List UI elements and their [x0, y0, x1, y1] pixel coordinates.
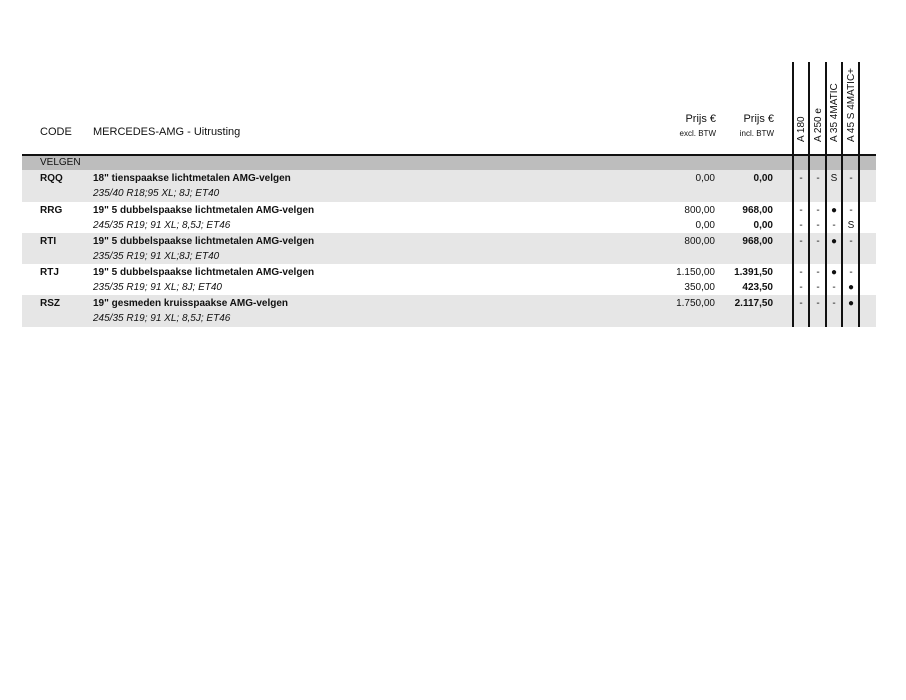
availability-mark: -	[832, 220, 836, 231]
availability-mark: -	[849, 267, 853, 278]
column-divider	[858, 62, 860, 327]
section-label: VELGEN	[40, 157, 81, 168]
price-excl: 350,00	[684, 282, 715, 293]
availability-mark: -	[799, 173, 803, 184]
row-spec: 245/35 R19; 91 XL; 8,5J; ET46	[93, 220, 231, 231]
availability-mark: -	[849, 236, 853, 247]
price-incl: 968,00	[742, 236, 773, 247]
availability-mark: -	[849, 205, 853, 216]
price-excl-sublabel: excl. BTW	[679, 129, 716, 138]
availability-mark: ●	[847, 282, 855, 293]
row-code: RQQ	[40, 173, 63, 184]
availability-mark: S	[830, 173, 838, 184]
price-incl-header	[694, 113, 774, 140]
header-divider	[22, 154, 876, 156]
availability-mark: -	[816, 173, 820, 184]
availability-mark: S	[847, 220, 855, 231]
availability-mark: -	[799, 236, 803, 247]
price-excl: 1.150,00	[676, 267, 715, 278]
availability-mark: -	[816, 282, 820, 293]
model-header-a250e: A 250 e	[813, 108, 824, 142]
availability-mark: -	[816, 267, 820, 278]
price-excl: 0,00	[695, 173, 715, 184]
row-description: 19" 5 dubbelspaakse lichtmetalen AMG-velgen	[93, 205, 315, 216]
price-incl: 0,00	[753, 220, 773, 231]
row-code: RTJ	[40, 267, 59, 278]
row-spec: 235/35 R19; 91 XL; 8J; ET40	[93, 282, 222, 293]
model-header-a180: A 180	[796, 116, 807, 142]
availability-mark: -	[816, 298, 820, 309]
availability-mark: -	[799, 205, 803, 216]
row-description: 19" 5 dubbelspaakse lichtmetalen AMG-velgen	[93, 236, 315, 247]
price-incl: 968,00	[742, 205, 773, 216]
row-description: 19" gesmeden kruisspaakse AMG-velgen	[93, 298, 289, 309]
price-incl: 2.117,50	[734, 298, 773, 309]
price-incl: 0,00	[753, 173, 773, 184]
table-title: MERCEDES-AMG - Uitrusting	[93, 126, 241, 138]
availability-mark: ●	[830, 236, 838, 247]
price-incl-sublabel: incl. BTW	[739, 129, 774, 138]
price-incl-label: Prijs €	[743, 113, 774, 125]
column-divider	[841, 62, 843, 327]
availability-mark: -	[799, 298, 803, 309]
price-excl-label: Prijs €	[685, 113, 716, 125]
price-excl: 800,00	[684, 236, 715, 247]
availability-mark: -	[849, 173, 853, 184]
column-divider	[808, 62, 810, 327]
price-incl: 423,50	[742, 282, 773, 293]
row-code: RSZ	[40, 298, 60, 309]
availability-mark: -	[816, 220, 820, 231]
row-spec: 235/40 R18;95 XL; 8J; ET40	[93, 188, 220, 199]
model-header-a45s: A 45 S 4MATIC+	[846, 67, 857, 142]
availability-mark: -	[816, 205, 820, 216]
availability-mark: -	[832, 298, 836, 309]
row-spec: 245/35 R19; 91 XL; 8,5J; ET46	[93, 313, 231, 324]
code-column-header: CODE	[40, 126, 72, 138]
row-spec: 235/35 R19; 91 XL;8J; ET40	[93, 251, 220, 262]
price-excl: 1.750,00	[676, 298, 715, 309]
price-excl: 800,00	[684, 205, 715, 216]
section-band	[22, 155, 876, 170]
availability-mark: ●	[830, 267, 838, 278]
row-code: RRG	[40, 205, 63, 216]
price-incl: 1.391,50	[734, 267, 773, 278]
column-divider	[825, 62, 827, 327]
availability-mark: ●	[847, 298, 855, 309]
availability-mark: ●	[830, 205, 838, 216]
row-description: 19" 5 dubbelspaakse lichtmetalen AMG-velgen	[93, 267, 315, 278]
model-header-a35: A 35 4MATIC	[829, 83, 840, 142]
availability-mark: -	[816, 236, 820, 247]
availability-mark: -	[799, 220, 803, 231]
column-divider	[792, 62, 794, 327]
row-description: 18" tienspaakse lichtmetalen AMG-velgen	[93, 173, 291, 184]
availability-mark: -	[799, 282, 803, 293]
price-excl: 0,00	[695, 220, 715, 231]
row-code: RTI	[40, 236, 57, 247]
availability-mark: -	[799, 267, 803, 278]
availability-mark: -	[832, 282, 836, 293]
